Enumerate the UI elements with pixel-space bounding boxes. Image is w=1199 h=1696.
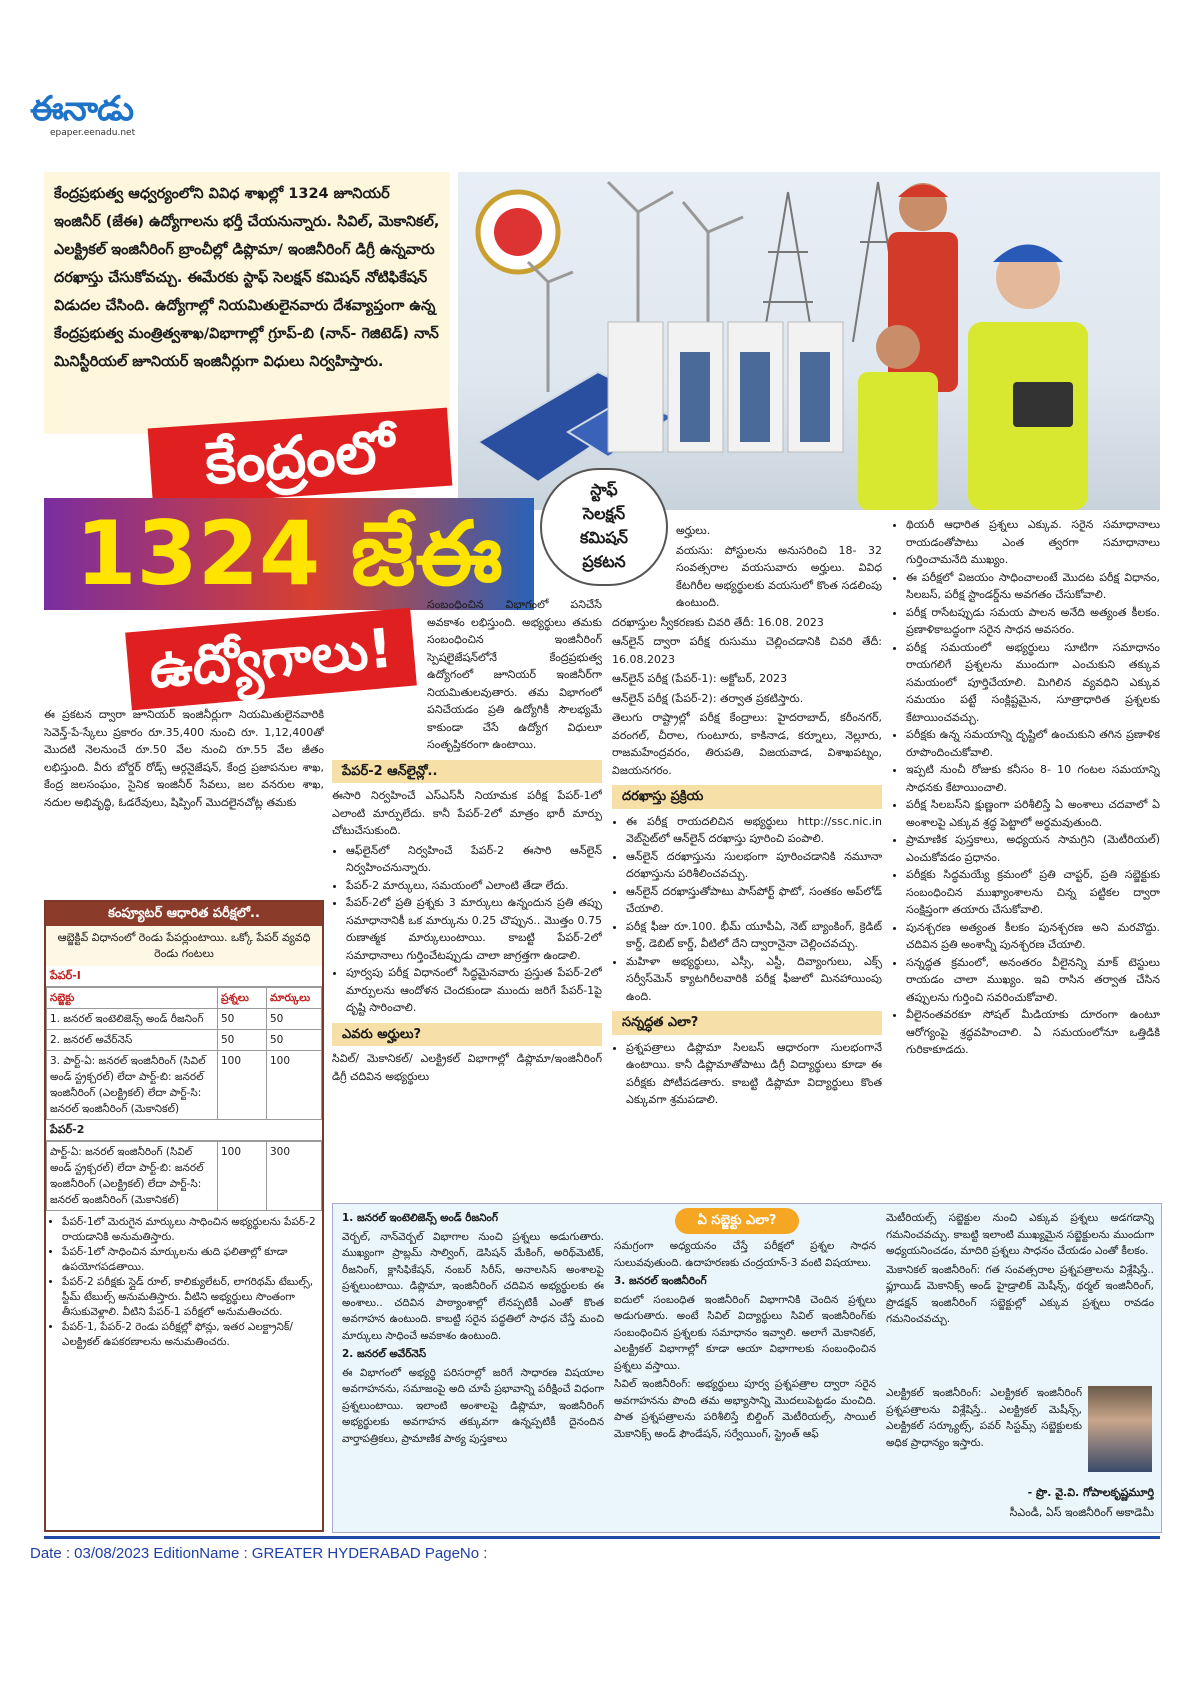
tip-point: • సన్నద్ధత క్రమంలో, అనంతరం వీలైనన్ని మాక్ టెస్టులు రాయడం చాలా ముఖ్యం. ఇవి రాసిన తర్వాత చేసిన తప్పులను గుర్తించి సవరించుకోవాలి. — [906, 954, 1160, 1007]
exam-paper2-date: ఆన్‌లైన్ పరీక్ష (పేపర్-2): తర్వాత ప్రకటిస్తారు. — [612, 691, 804, 705]
exam-note: • పేపర్-1లో సాధించిన మార్కులను తుది ఫలితాల్లో కూడా ఉపయోగపడతాయి. — [62, 1245, 322, 1275]
headline-line3: ఉద్యోగాలు! — [125, 608, 417, 711]
eenadu-logo — [30, 90, 165, 140]
table-row — [47, 1051, 322, 1120]
subject1-title: 1. జనరల్ ఇంటెలిజెన్స్ అండ్ రీజనింగ్ — [342, 1212, 499, 1224]
cell-marks: 100 — [267, 1051, 322, 1120]
tip-point: • పరీక్ష సిలబస్‌ని క్షుణ్ణంగా పరిశీలిస్తే ఏ అంశాలు చదవాలో ఏ అంశాలపై ఎక్కువ శ్రద్ధ పెట్టాలో అర్థమవుతుంది. — [906, 796, 1160, 831]
paper2-text: ఈసారి నిర్వహించే ఎస్ఎస్‌సీ నియామక పరీక్ష పేపర్-1లో ఎలాంటి మార్పులేదు. కానీ పేపర్-2లో మాత్రం భారీ మార్పు చోటుచేసుకుంది. — [332, 789, 602, 837]
headline-line1: కేంద్రంలో — [148, 408, 453, 507]
prep-list — [612, 1039, 882, 1109]
paper1-label: పేపర్-I — [46, 966, 322, 987]
cell-subject: పార్ట్-ఏ: జనరల్ ఇంజినీరింగ్ (సివిల్ అండ్ స్ట్రక్చరల్) లేదా పార్ట్-బి: జనరల్ ఇంజినీరింగ్ (ఎలక్ట్రికల్) లేదా పార్ట్-సి: జనరల్ ఇంజినీరింగ్ (మెకానికల్) — [47, 1142, 218, 1211]
tips-list — [892, 516, 1160, 1059]
table-row — [47, 1030, 322, 1051]
cell-questions: 50 — [218, 1030, 267, 1051]
cell-subject: 3. పార్ట్-ఏ: జనరల్ ఇంజినీరింగ్ (సివిల్ అండ్ స్ట్రక్చరల్) లేదా పార్ట్-బి: జనరల్ ఇంజినీరింగ్ (ఎలక్ట్రికల్) లేదా పార్ట్-సి: జనరల్ ఇంజినీరింగ్ (మెకానికల్) — [47, 1051, 218, 1120]
footer-info: Date : 03/08/2023 EditionName : GREATER HYDERABAD PageNo : — [30, 1545, 488, 1562]
tip-point: • పునశ్చరణ అత్యంత కీలకం పునశ్చరణ అని మరవొద్దు. చదివిన ప్రతి అంశాన్నీ పునశ్చరణ చేయాలి. — [906, 919, 1160, 954]
paper2-point: • పేపర్-2లో ప్రతి ప్రశ్నకు 3 మార్కులు ఉన్నందున ప్రతి తప్పు సమాధానానికీ ఒక మార్కును 0.25 చొప్పున.. మొత్తం 0.75 రుణాత్మక మార్కులుంటాయి. కాబట్టి పేపర్-2లో సమాధానాలు గుర్తించేటప్పుడు చాలా జాగ్రత్తగా ఉండాలి. — [346, 894, 602, 964]
tip-point: • పరీక్ష రాసేటప్పుడు సమయ పాలన అనేది అత్యంత కీలకం. ప్రణాళికాబద్ధంగా సరైన సాధన అవసరం. — [906, 604, 1160, 639]
col2-top-text: సంబంధించిన విభాగంలో పనిచేసే అవకాశం లభిస్తుంది. అభ్యర్థులు తమకు సంబంధించిన ఇంజినీరింగ్ స్పెషలైజేషన్‌లోనే కేంద్రప్రభుత్వ ఉద్యోగంలో జూనియర్ ఇంజినీర్‌గా నియమితులవుతారు. తమ విభాగంలో పనిచేయడం ప్రతి ఉద్యోగికీ సౌలభ్యమే కాకుండా చేసే ఉద్యోగ విధులూ సంతృప్తికరంగా ఉంటాయి. — [427, 598, 602, 751]
paper2-heading: పేపర్-2 ఆన్‌లైన్లో.. — [332, 760, 602, 784]
column-left-intro — [44, 706, 324, 896]
apply-point: • ఆన్‌లైన్ దరఖాస్తుతోపాటు పాస్‌పోర్ట్ ఫొటో, సంతకం అప్‌లోడ్ చేయాలి. — [626, 883, 882, 918]
tip-point: • వీలైనంతవరకూ సోషల్ మీడియాకు దూరంగా ఉంటూ ఆరోగ్యంపై శ్రద్ధవహించాలి. ఏ సమయంలోనూ ఒత్తిడికి గురికాకూడదు. — [906, 1006, 1160, 1059]
headline-line2: 1324 జేఈ — [44, 498, 534, 610]
apply-heading: దరఖాస్తు ప్రక్రియ — [612, 785, 882, 809]
exam-pattern-heading: కంప్యూటర్ ఆధారిత పరీక్షలో.. — [46, 902, 322, 926]
subjects-col3 — [886, 1210, 1154, 1385]
badge-line3: కమిషన్ — [580, 528, 628, 547]
apply-list — [612, 813, 882, 1006]
prep-point: • ప్రశ్నపత్రాలు డిప్లొమా సిలబస్ ఆధారంగా సులభంగానే ఉంటాయి. కానీ డిప్లొమాతోపాటు డిగ్రీ విద్యార్థులు కూడా ఈ పరీక్షకు పోటీపడతారు. కాబట్టి డిప్లొమా విద్యార్థులు కొంత ఎక్కువగా శ్రమపడాలి. — [626, 1039, 882, 1109]
cell-subject: 2. జనరల్ అవేర్‌నెస్ — [47, 1030, 218, 1051]
exam-pattern-sub: ఆబ్జెక్టివ్ విధానంలో రెండు పేపర్లుంటాయి. ఒక్కో పేపర్ వ్యవధి రెండు గంటలు — [46, 926, 322, 966]
paper2-point: • ఆఫ్‌లైన్‌లో నిర్వహించే పేపర్-2 ఈసారి ఆన్‌లైన్ నిర్వహించనున్నారు. — [346, 842, 602, 877]
exam-note: • పేపర్-1లో మెరుగైన మార్కులు సాధించిన అభ్యర్థులను పేపర్-2 రాయడానికి అనుమతిస్తారు. — [62, 1215, 322, 1245]
badge-line1: స్టాఫ్ — [590, 480, 618, 499]
subject2-title: 2. జనరల్ అవేర్‌నెస్ — [342, 1348, 427, 1360]
age-limit: వయసు: పోస్టులను అనుసరించి 18- 32 సంవత్సరాల వయసువారు అర్హులు. వివిధ కేటగిరీల అభ్యర్థులకు వయసులో కొంత సడలింపు ఉంటుంది. — [676, 543, 882, 609]
subject2-cont: సమగ్రంగా అధ్యయనం చేస్తే పరీక్షలో ప్రశ్నల సాధన సులువవుతుంది. ఉదాహరణకు చంద్రయాన్-3 వంటి విషయాలు. — [614, 1240, 876, 1269]
eligibility-text: సివిల్/ మెకానికల్/ ఎలక్ట్రికల్ విభాగాల్లో డిప్లొమా/ఇంజినీరింగ్ డిగ్రీ చదివిన అభ్యర్థులు — [332, 1052, 602, 1083]
cell-marks: 300 — [267, 1142, 322, 1211]
cell-questions: 100 — [218, 1142, 267, 1211]
tip-point: • థియరీ ఆధారిత ప్రశ్నలు ఎక్కువ. సరైన సమాధానాలు రాయడంతోపాటు ఎంత త్వరగా సమాధానాలు గుర్తించామనేది ముఖ్యం. — [906, 516, 1160, 569]
hero-illustration — [458, 172, 1160, 510]
civil-cont: మెటీరియల్స్ సబ్జెక్టుల నుంచి ఎక్కువ ప్రశ్నలు అడగడాన్ని గమనించవచ్చు. కాబట్టి ఇలాంటి ముఖ్యమైన సబ్జెక్టులను ముందుగా అధ్యయనించడం, మాదిరి ప్రశ్నలు సాధనం చేయడం ఎంతో కీలకం. — [886, 1212, 1154, 1257]
tip-point: • ప్రామాణిక పుస్తకాలు, అధ్యయన సామగ్రిని (మెటీరియల్) ఎంచుకోవడం ప్రధానం. — [906, 831, 1160, 866]
subject2-text: ఈ విభాగంలో అభ్యర్థి పరిసరాల్లో జరిగే సాధారణ విషయాల అవగాహనను, సమాజంపై అది చూపే ప్రభావాన్ని పరీక్షించే విధంగా ప్రశ్నలుంటాయి. ఇలాంటి అంశాలపై డిప్లొమా, ఇంజినీరింగ్ అభ్యర్థులకు అవగాహన తక్కువగా ఉన్నప్పటికీ దైనందిన వార్తాపత్రికలు, ప్రామాణిక పాఠ్య పుస్తకాలు — [342, 1366, 604, 1445]
column-3 — [612, 522, 882, 1200]
tip-point: • పరీక్ష సమయంలో అభ్యర్థులు సూటిగా సమాధానం రాయగలిగే ప్రశ్నలను ముందుగా ఎంచుకుని తక్కువ సమయంలో పూర్తిచేయాలి. మిగిలిన వ్యవధిని ఎక్కువ సమయం పట్టే సంక్లిష్టమైన, సూత్రాధారిత ప్రశ్నలకు కేటాయించవచ్చు. — [906, 639, 1160, 727]
mechanical-text: మెకానికల్ ఇంజినీరింగ్: గత సంవత్సరాల ప్రశ్నపత్రాలను విశ్లేషిస్తే.. ఫ్లూయిడ్ మెకానిక్స్ అండ్ హైడ్రాలిక్ మెషీన్స్, థర్మల్ ఇంజినీరింగ్, ప్రొడక్షన్ ఇంజినీరింగ్ సబ్జెక్టుల్లో ఎక్కువ ప్రశ్నలు రావడం గమనించవచ్చు. — [886, 1263, 1154, 1325]
cell-questions: 100 — [218, 1051, 267, 1120]
col-subject: సబ్జెక్టు — [47, 988, 218, 1009]
exam-notes — [46, 1215, 322, 1350]
logo-site: epaper.eenadu.net — [50, 128, 136, 138]
cell-questions: 50 — [218, 1009, 267, 1030]
exam-paper1-date: ఆన్‌లైన్ పరీక్ష (పేపర్-1): అక్టోబర్, 2023 — [612, 672, 788, 685]
column-2 — [332, 596, 602, 1200]
cell-marks: 50 — [267, 1030, 322, 1051]
eligibility-heading: ఎవరు అర్హులు? — [332, 1023, 602, 1047]
table-header-row — [47, 988, 322, 1009]
tip-point: • పరీక్షకు ఉన్న సమయాన్ని దృష్టిలో ఉంచుకుని తగిన ప్రణాళిక రూపొందించుకోవాలి. — [906, 726, 1160, 761]
paper2-label: పేపర్-2 — [46, 1120, 322, 1141]
engineering-scene-image — [458, 172, 1160, 510]
exam-pattern-box — [44, 900, 324, 1532]
last-date: దరఖాస్తుల స్వీకరణకు చివరి తేదీ: 16.08. 2023 — [612, 615, 824, 629]
author-photo — [1088, 1386, 1152, 1472]
tip-point: • ఇప్పటి నుంచీ రోజుకు కనీసం 8- 10 గంటల సమయాన్ని సాధనకు కేటాయించాలి. — [906, 761, 1160, 796]
col3-cont-text: అర్హులు. — [676, 524, 711, 537]
intro-paragraph: కేంద్రప్రభుత్వ ఆధ్వర్యంలోని వివిధ శాఖల్లో 1324 జూనియర్ ఇంజినీర్ (జేఈ) ఉద్యోగాలను భర్తీ చేయనున్నారు. సివిల్, మెకానికల్, ఎలక్ట్రికల్ ఇంజినీరింగ్ బ్రాంచీల్లో డిప్లొమా/ ఇంజినీరింగ్ డిగ్రీ ఉన్నవారు దరఖాస్తు చేసుకోవచ్చు. ఈమేరకు స్టాఫ్ సెలక్షన్ కమిషన్ నోటిఫికేషన్ విడుదల చేసింది. ఉద్యోగాల్లో నియమితులైనవారు దేశవ్యాప్తంగా ఉన్న కేంద్రప్రభుత్వ మంత్రిత్వశాఖ/విభాగాల్లో గ్రూప్-బి (నాన్- గెజిటెడ్) నాన్ మినిస్టీరియల్ జూనియర్ ఇంజినీర్లుగా విధులు నిర్వహిస్తారు. — [44, 172, 450, 434]
paper2-point: • పేపర్-2 మార్కులు, సమయంలో ఎలాంటి తేడా లేదు. — [346, 877, 602, 895]
badge-line2: సెలక్షన్ — [582, 504, 626, 523]
exam-note: • పేపర్-2 పరీక్షకు స్లైడ్ రూల్, కాలిక్యులేటర్, లాగరిథమ్ టేబుల్స్, స్టీమ్ టేబుల్స్ అనుమతిస్తారు. వీటిని అభ్యర్థులు సొంతంగా తీసుకువెళ్లాలి. వీటిని పేపర్-1 పరీక్షలో అనుమతించరు. — [62, 1275, 322, 1320]
badge-line4: ప్రకటన — [582, 552, 626, 571]
battery-cabinets — [608, 322, 843, 452]
cell-subject: 1. జనరల్ ఇంటెలిజెన్స్ అండ్ రీజనింగ్ — [47, 1009, 218, 1030]
subjects-col3b — [886, 1385, 1082, 1485]
footer-rule — [44, 1536, 1160, 1539]
col-questions: ప్రశ్నలు — [218, 988, 267, 1009]
subjects-col1 — [342, 1210, 604, 1528]
exam-note: • పేపర్-1, పేపర్-2 రెండు పరీక్షల్లో ఫోన్లు, ఇతర ఎలక్ట్రానిక్/ఎలక్ట్రికల్ ఉపకరణాలను అనుమతించరు. — [62, 1320, 322, 1350]
author-title: సీఎండీ, ఏస్ ఇంజినీరింగ్ అకాడెమీ — [1009, 1506, 1154, 1519]
civil-text: సివిల్ ఇంజినీరింగ్: అభ్యర్థులు పూర్వ ప్రశ్నపత్రాల ద్వారా సరైన అవగాహనను పొంది తమ అభ్యాసాన్ని మొదలుపెట్టడం మంచిది. పాత ప్రశ్నపత్రాలను పరిశీలిస్తే బిల్డింగ్ మెటీరియల్స్, సాయిల్ మెకానిక్స్ అండ్ ఫౌండేషన్, సర్వేయింగ్, స్ట్రెంత్ ఆఫ్ — [614, 1378, 876, 1440]
subject3-text: ఐదులో సంబంధిత ఇంజినీరింగ్ విభాగానికి చెందిన ప్రశ్నలు అడుగుతారు. అంటే సివిల్ విద్యార్థులు సివిల్ ఇంజినీరింగ్‌కు సంబంధించిన ప్రశ్నలకు సమాధానం ఇవ్వాలి. అలాగే మెకానికల్, ఎలక్ట్రికల్ విభాగాల్లో కూడా ఆయా విభాగాలకు సంబంధించిన ప్రశ్నలు వస్తాయి. — [614, 1293, 876, 1372]
subject1-text: వెర్బల్, నాన్‌వెర్బల్ విభాగాల నుంచి ప్రశ్నలు అడుగుతారు. ముఖ్యంగా ప్రాబ్లమ్ సాల్వింగ్, డెసిషన్ మేకింగ్, అరిథ్‌మెటిక్, రీజనింగ్, క్లాసిఫికేషన్, నంబర్ సిరీస్, అనాలసిస్ అంశాలపై ప్రశ్నలుంటాయి. డిప్లొమా, ఇంజినీరింగ్ చదివిన అభ్యర్థులకు ఈ అంశాలు.. చదివిన పాఠ్యాంశాల్లో లేనప్పటికీ ఎంతో కొంత అవగాహన ఉంటుంది. కాబట్టి సరైన పద్ధతిలో సాధన చేస్తే మంచి మార్కులు సాధించే అవకాశం ఉంటుంది. — [342, 1230, 604, 1342]
prep-heading: సన్నద్ధత ఎలా? — [612, 1011, 882, 1035]
author-name: - ప్రొ. వై.వి. గోపాలకృష్ణమూర్తి — [1027, 1486, 1154, 1499]
apply-point: • ఆన్‌లైన్ దరఖాస్తును సులభంగా పూరించడానికి నమూనా దరఖాస్తును పరిశీలించవచ్చు. — [626, 848, 882, 883]
fee-last-date: ఆన్‌లైన్ ద్వారా పరీక్ష రుసుము చెల్లించడానికి చివరి తేదీ: 16.08.2023 — [612, 635, 882, 666]
subjects-col2 — [614, 1238, 876, 1528]
subject3-title: 3. జనరల్ ఇంజినీరింగ్ — [614, 1275, 707, 1287]
paper2-list — [332, 842, 602, 1017]
apply-point: • ఈ పరీక్ష రాయదలిచిన అభ్యర్థులు http://ssc.nic.in వెబ్‌సైట్‌లో ఆన్‌లైన్ దరఖాస్తు పూరించి పంపాలి. — [626, 813, 882, 848]
apply-point: • పరీక్ష ఫీజు రూ.100. భీమ్ యూపీఏ, నెట్ బ్యాంకింగ్, క్రెడిట్ కార్డ్, డెబిట్ కార్డ్, వీటిలో దేని ద్వారానైనా చెల్లించవచ్చు. — [626, 918, 882, 953]
paper2-point: • పూర్వపు పరీక్ష విధానంలో సిద్ధమైనవారు ప్రస్తుత పేపర్-2లో మార్పులను ఆందోళన చెందకుండా ముందు జరిగే పేపర్-1పై దృష్టి సారించాలి. — [346, 964, 602, 1017]
cell-marks: 50 — [267, 1009, 322, 1030]
table-row — [47, 1009, 322, 1030]
column-4 — [892, 516, 1160, 1200]
col-marks: మార్కులు — [267, 988, 322, 1009]
exam-centers: తెలుగు రాష్ట్రాల్లో పరీక్ష కేంద్రాలు: హైదరాబాద్, కరీంనగర్, వరంగల్, చీరాల, గుంటూరు, కాకినాడ, కర్నూలు, నెల్లూరు, రాజమహేంద్రవరం, తిరుపతి, విజయవాడ, విశాఖపట్నం, విజయనగరం. — [612, 711, 882, 777]
logo-title: ఈనాడు — [30, 89, 134, 129]
tip-point: • ఈ పరీక్షలో విజయం సాధించాలంటే మొదట పరీక్ష విధానం, సిలబస్, పరీక్ష స్టాండర్డ్‌ను అవగతం చేసుకోవాలి. — [906, 569, 1160, 604]
paper2-table — [46, 1141, 322, 1211]
apply-point: • మహిళా అభ్యర్థులు, ఎస్సీ, ఎస్టీ, దివ్యాంగులు, ఎక్స్ సర్వీస్‌మెన్ క్యాటగిరీలవారికి పరీక్ష ఫీజులో మినహాయింపు ఉంది. — [626, 953, 882, 1006]
tip-point: • పరీక్షకు సిద్ధమయ్యే క్రమంలో ప్రతి చాప్టర్, ప్రతి సబ్జెక్టుకు సంబంధించిన ముఖ్యాంశాలను చిన్న పట్టికల ద్వారా సంక్షిప్తంగా తయారు చేసుకోవాలి. — [906, 866, 1160, 919]
left-intro-text: ఈ ప్రకటన ద్వారా జూనియర్ ఇంజినీర్లుగా నియమితులైనవారికి సెవెన్త్-పే-స్కేలు ప్రకారం రూ.35,400 నుంచి రూ. 1,12,400తో మొదటి నెలనుంచే రూ.50 వేల నుంచి రూ.55 వేల జీతం లభిస్తుంది. వీరు బోర్డర్ రోడ్స్ ఆర్గనైజేషన్, కేంద్ర ప్రజాపనుల శాఖ, కేంద్ర జలసంఘం, సైనిక ఇంజినీర్ సేవలు, జల వనరుల శాఖ, నదుల అభివృద్ధి, ఓడరేవులు, షిప్పింగ్ మొదలైనచోట్ల తమకు — [44, 708, 324, 809]
engineers — [858, 183, 1088, 510]
electrical-text: ఎలక్ట్రికల్ ఇంజినీరింగ్: ఎలక్ట్రికల్ ఇంజినీరింగ్ ప్రశ్నపత్రాలను విశ్లేషిస్తే.. ఎలక్ట్రికల్ మెషీన్స్, ఎలక్ట్రికల్ సర్క్యూట్స్, పవర్ సిస్టమ్స్ సబ్జెక్టులకు అధిక ప్రాధాన్యం ఇస్తారు. — [886, 1387, 1082, 1449]
paper1-table — [46, 987, 322, 1120]
subjects-heading: ఏ సబ్జెక్టు ఎలా? — [675, 1208, 799, 1234]
table-row — [47, 1142, 322, 1211]
ssc-seal-emblem — [494, 208, 542, 256]
